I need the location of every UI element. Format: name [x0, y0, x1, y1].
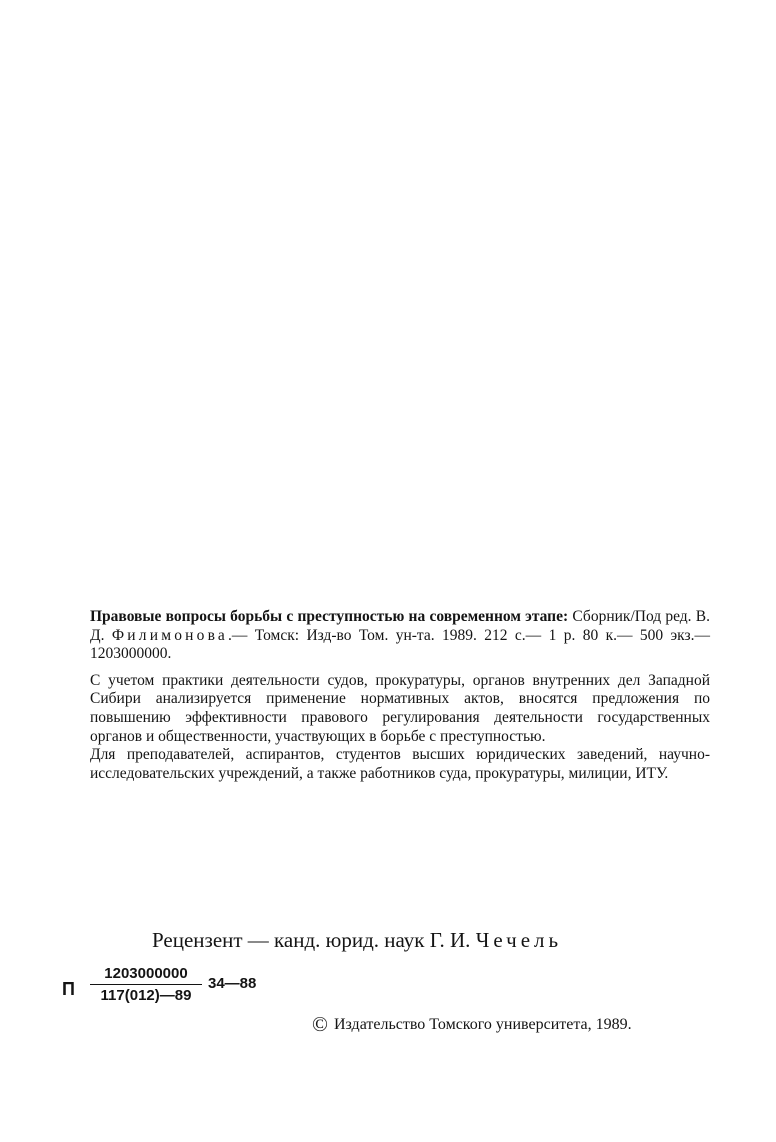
index-numerator: 1203000000 — [104, 965, 188, 982]
reviewer-name: Чечель — [475, 928, 563, 952]
audience-paragraph-text: Для преподавателей, аспирантов, студентов высших юридических заведений, научно-исследовательских учреждений, а также работников суда, прокуратуры, милиции, ИТУ. — [90, 746, 710, 782]
copyright-text: Издательство Томского университета, 1989. — [333, 1016, 632, 1033]
reviewer-prefix: Рецензент — канд. юрид. наук Г. И. — [152, 928, 476, 952]
entry-line1-suffix: .— Томск: Изд-во Том. ун-та. — [228, 626, 435, 644]
bibliographic-entry — [90, 608, 710, 664]
index-fraction — [90, 965, 202, 1004]
audience-paragraph — [90, 746, 710, 783]
editor-name: Филимонова — [111, 626, 229, 644]
book-title: Правовые вопросы борьбы с преступностью на современном этапе: — [90, 608, 569, 625]
reviewer-line — [152, 928, 562, 953]
publication-details: 1989. 212 с.— 1 р. 80 к.— 500 экз.— 1203000000. — [90, 626, 711, 663]
bibliographic-abstract — [90, 608, 710, 783]
copyright-icon: © — [312, 1012, 328, 1036]
abstract-paragraph-text: С учетом практики деятельности судов, прокуратуры, органов внутренних дел Западной Сибири анализируется применение нормативных актов, вносятся предложения по повышению эффективности правового регулирования деятельности государственных органов и общественности, участвующих в борьбе с преступностью. — [90, 671, 710, 745]
copyright-line — [312, 1012, 632, 1037]
entry-line1-prefix: Сборник/Под ред. В. Д. — [90, 608, 711, 644]
index-denominator: 117(012)—89 — [100, 987, 192, 1004]
abstract-paragraph — [90, 672, 710, 746]
index-suffix: 34—88 — [208, 975, 257, 992]
index-letter: П — [62, 979, 75, 999]
